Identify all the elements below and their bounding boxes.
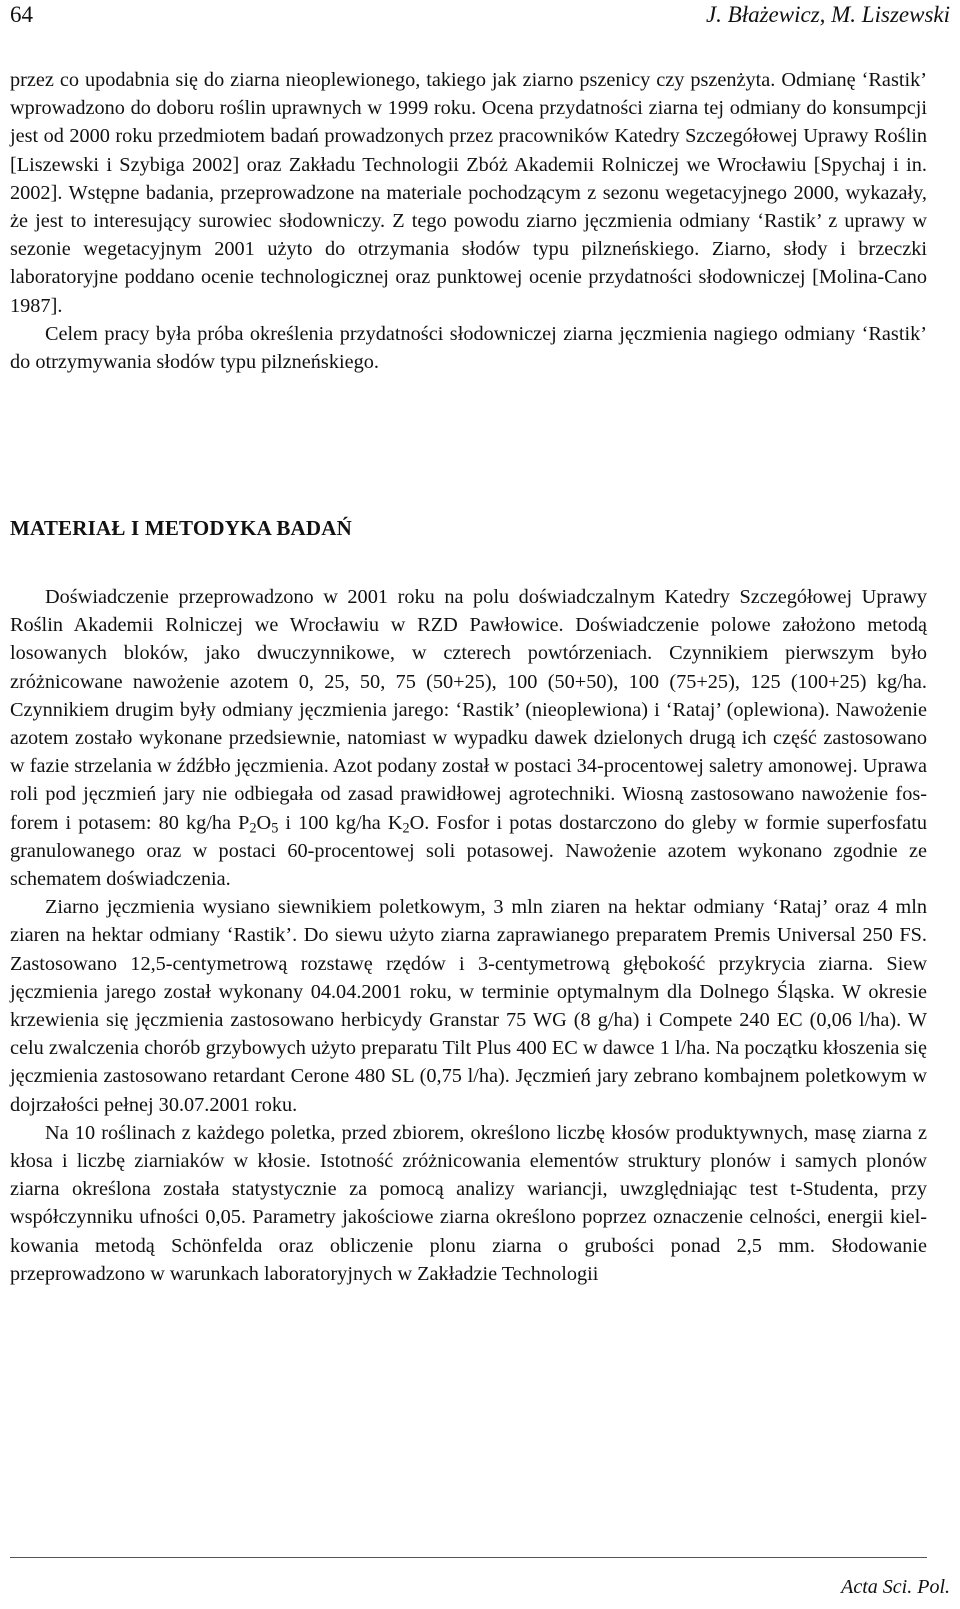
intro-paragraph-2: Celem pracy była próba określenia przydatności słodowniczej ziarna jęczmienia nagiego odmiany ‘Rastik’ do otrzymywania słodów typu pilzneńskiego. <box>10 322 927 374</box>
running-head-authors: J. Błażewicz, M. Liszewski <box>705 2 950 27</box>
footer-journal-name: Acta Sci. Pol. <box>841 1576 950 1598</box>
footer-rule <box>10 1557 927 1558</box>
subscript-k2: 2 <box>402 820 410 837</box>
methods-paragraph-1 <box>10 583 927 893</box>
intro-section <box>10 66 927 376</box>
subscript-p2: 2 <box>249 820 257 837</box>
methods-paragraph-1-text-a: Doświadczenie przeprowadzono w 2001 roku na polu doświadczalnym Katedry Szczegółowej Uprawy Roślin Akademii Rolniczej we Wrocławiu w RZD Pawłowice. Doświadczenie polowe założono metodą losowanych bloków, jako dwuczynnikowe, w czterech powtórzeniach. Czynnikiem pierwszym było zróżnicowane nawożenie azotem 0, 25, 50, 75 (50+25), 100 (50+50), 100 (75+25), 125 (100+25) kg/ha. Czynnikiem drugim były odmiany jęczmienia jarego: ‘Rastik’ (nieoplewiona) i ‘Rataj’ (oplewiona). Nawożenie azotem zostało wykonane przedsiewnie, natomiast w wypadku dawek dzielonych drugą ich część zastosowano w fazie strzelania w źdźbło jęczmienia. Azot podany został w postaci 34-procentowej saletry amonowej. Uprawa roli pod jęczmień jary nie odbiegała od zasad prawidłowej agrotechniki. Wiosną zastosowano nawożenie fosforem i potasem: 80 kg/ha P <box>10 586 927 834</box>
intro-paragraph-1: przez co upodabnia się do ziarna nieoplewionego, takiego jak ziarno pszenicy czy pszenżyta. Odmianę ‘Rastik’ wprowadzono do doboru roślin uprawnych w 1999 roku. Ocena przydatności ziarna tej odmiany do konsumpcji jest od 2000 roku przedmiotem badań prowadzonych przez pracowników Katedry Szczegółowej Uprawy Roślin [Liszewski i Szybiga 2002] oraz Zakładu Technologii Zbóż Akademii Rolniczej we Wrocławiu [Spychaj i in. 2002]. Wstępne badania, przeprowadzone na materiale pochodzącym z sezonu wegetacyjnego 2000, wykazały, że jest to interesujący surowiec słodowniczy. Z tego powodu ziarno jęczmienia odmiany ‘Rastik’ z uprawy w sezonie wegetacyjnym 2001 użyto do otrzymania słodów typu pilzneńskiego. Ziarno, słody i brzeczki laboratoryjne poddano ocenie technologicznej oraz punktowej ocenie przydatności słodowniczej [Molina-Cano 1987]. <box>10 69 927 317</box>
methods-paragraph-3: Na 10 roślinach z każdego poletka, przed zbiorem, określono liczbę kłosów produktywnych, masę ziarna z kłosa i liczbę ziarniaków w kłosie. Istotność zróżnicowania elementów struktury plonów i samych plonów ziarna określona została statystycznie za pomocą analizy wariancji, uwzględniając test t-Studenta, przy współczynniku ufności 0,05. Parametry jakościowe ziarna określono poprzez oznaczenie celności, energii kielkowania metodą Schönfelda oraz obliczenie plonu ziarna o grubości ponad 2,5 mm. Słodowanie przeprowadzono w warunkach laboratoryjnych w Zakładzie Technologii <box>10 1121 927 1285</box>
section-heading: MATERIAŁ I METODYKA BADAŃ <box>10 516 353 540</box>
page-number: 64 <box>10 2 33 27</box>
methods-section <box>10 583 927 1288</box>
methods-paragraph-2: Ziarno jęczmienia wysiano siewnikiem poletkowym, 3 mln ziaren na hektar odmiany ‘Rataj’ oraz 4 mln ziaren na hektar odmiany ‘Rastik’. Do siewu użyto ziarna zaprawianego preparatem Premis Universal 250 FS. Zastosowano 12,5-centymetrową rozstawę rzędów i 3-centymetrową głębokość przykrycia ziarna. Siew jęczmienia jarego został wykonany 04.04.2001 roku, w terminie optymalnym dla Dolnego Śląska. W okresie krzewienia się jęczmienia zastosowano herbicydy Granstar 75 WG (8 g/ha) i Compete 240 EC (0,06 l/ha). W celu zwalczenia chorób grzybowych użyto preparatu Tilt Plus 400 EC w dawce 1 l/ha. Na początku kłoszenia się jęczmienia zastosowano retardant Cerone 480 SL (0,75 l/ha). Jęczmień jary zebrano kombajnem poletkowym w dojrzałości pełnej 30.07.2001 roku. <box>10 896 927 1116</box>
subscript-o5: 5 <box>271 820 279 837</box>
methods-paragraph-1-text-c: i 100 kg/ha K <box>278 811 403 834</box>
methods-paragraph-1-text-d: O. Fosfor i potas dostarczono do gleby w formie superfosfatu granulowanego oraz w postaci 60-procentowej soli potasowej. Nawożenie azotem wykonano zgodnie ze schematem doświadczenia. <box>10 811 927 891</box>
methods-paragraph-1-text-b: O <box>256 811 272 834</box>
